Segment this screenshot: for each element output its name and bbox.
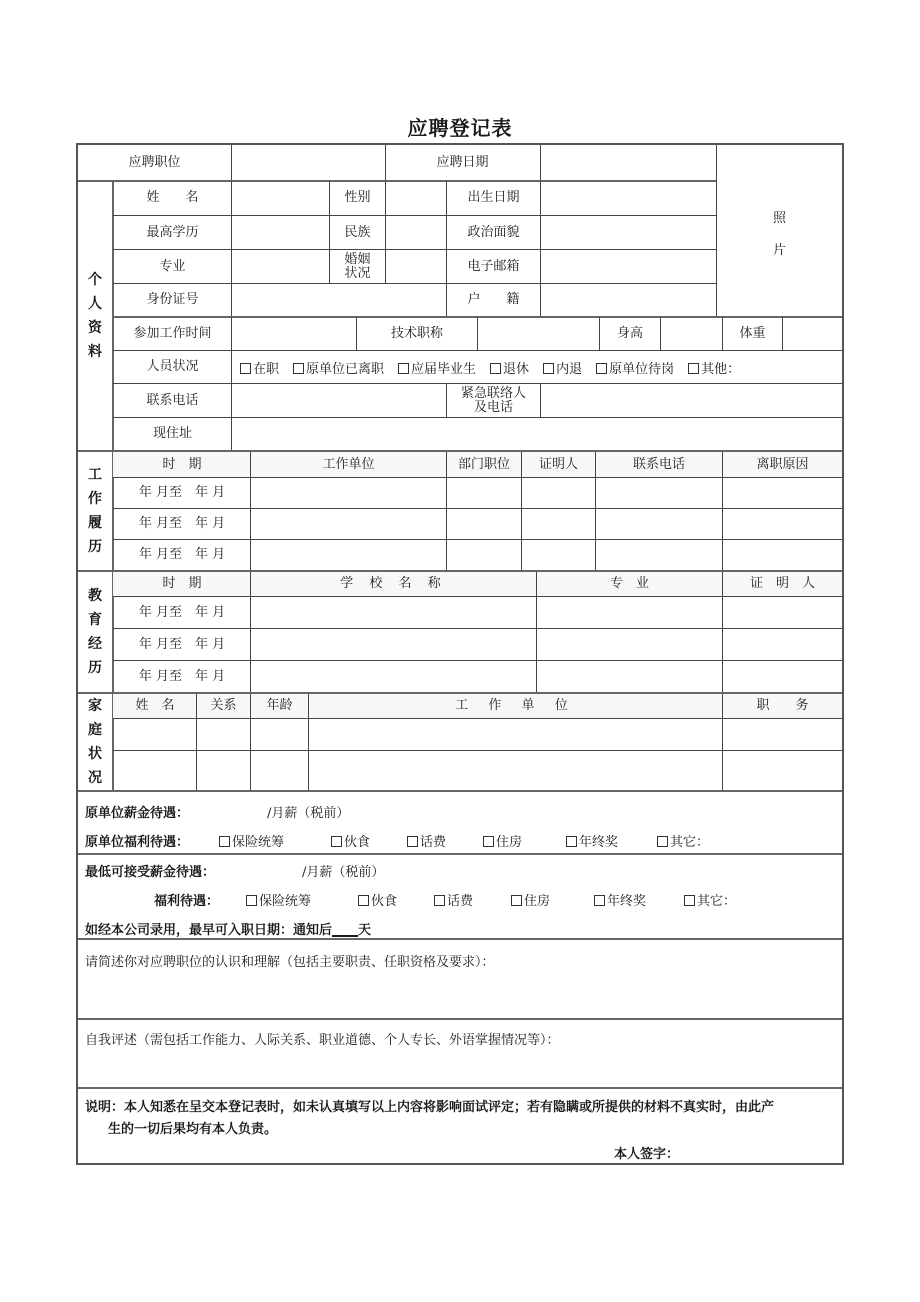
label-min-salary: 最低可接受薪金待遇： bbox=[85, 865, 216, 880]
label-prev-salary: 原单位薪金待遇： bbox=[85, 806, 190, 821]
checkbox-icon bbox=[490, 363, 501, 374]
prev-benefit-insurance[interactable]: 保险统筹 bbox=[219, 831, 284, 850]
input-emergency-contact[interactable] bbox=[541, 384, 842, 417]
label-email: 电子邮箱 bbox=[467, 258, 520, 274]
edu-row-period[interactable]: 年 月至 年 月 bbox=[138, 668, 226, 684]
label-political-status: 政治面貌 bbox=[467, 224, 520, 240]
checkbox-icon bbox=[543, 363, 554, 374]
status-option-left[interactable]: 原单位已离职 bbox=[293, 358, 384, 377]
checkbox-icon bbox=[407, 836, 418, 847]
input-education[interactable] bbox=[232, 216, 329, 249]
input-tech-title[interactable] bbox=[478, 317, 599, 350]
work-header-leave-reason: 离职原因 bbox=[756, 456, 809, 472]
input-name[interactable] bbox=[232, 181, 329, 215]
checkbox-icon bbox=[240, 363, 251, 374]
label-benefits: 福利待遇： bbox=[154, 894, 220, 909]
input-household[interactable] bbox=[541, 284, 716, 316]
label-ethnicity: 民族 bbox=[344, 224, 371, 240]
benefit-other[interactable]: 其它： bbox=[684, 890, 736, 909]
prev-benefit-bonus[interactable]: 年终奖 bbox=[566, 831, 618, 850]
signature-label: 本人签字： bbox=[614, 1147, 680, 1162]
checkbox-icon bbox=[657, 836, 668, 847]
label-education: 最高学历 bbox=[146, 224, 199, 240]
input-marital-status[interactable] bbox=[386, 250, 446, 283]
benefit-meals[interactable]: 伙食 bbox=[358, 890, 397, 909]
checkbox-icon bbox=[434, 895, 445, 906]
section-personal: 个 人 资 料 bbox=[88, 272, 102, 360]
benefit-insurance[interactable]: 保险统筹 bbox=[246, 890, 311, 909]
statement-line-1: 说明：本人知悉在呈交本登记表时，如未认真填写以上内容将影响面试评定；若有隐瞒或所提供的材料不真实时，由此产 bbox=[85, 1100, 775, 1115]
label-prev-benefits: 原单位福利待遇： bbox=[85, 835, 190, 850]
checkbox-icon bbox=[219, 836, 230, 847]
prev-benefit-meals[interactable]: 伙食 bbox=[331, 831, 370, 850]
self-eval-answer-area[interactable] bbox=[78, 1048, 842, 1086]
checkbox-icon bbox=[596, 363, 607, 374]
family-header-name: 姓 名 bbox=[135, 698, 175, 713]
input-position[interactable] bbox=[232, 145, 384, 180]
label-work-start: 参加工作时间 bbox=[133, 325, 212, 341]
input-address[interactable] bbox=[232, 418, 842, 450]
family-header-relation: 关系 bbox=[210, 698, 237, 713]
photo-area[interactable] bbox=[717, 145, 842, 316]
input-gender[interactable] bbox=[386, 181, 446, 215]
input-major[interactable] bbox=[232, 250, 329, 283]
benefit-bonus[interactable]: 年终奖 bbox=[594, 890, 646, 909]
edu-row-period[interactable]: 年 月至 年 月 bbox=[138, 604, 226, 620]
status-option-internal-retired[interactable]: 内退 bbox=[543, 358, 582, 377]
input-ethnicity[interactable] bbox=[386, 216, 446, 249]
min-salary-unit: /月薪（税前） bbox=[302, 865, 385, 880]
checkbox-icon bbox=[358, 895, 369, 906]
label-name: 姓 名 bbox=[146, 190, 199, 205]
checkbox-icon bbox=[293, 363, 304, 374]
form-title: 应聘登记表 bbox=[407, 116, 513, 140]
section-work-history: 工 作 履 历 bbox=[88, 467, 102, 555]
input-work-start[interactable] bbox=[232, 317, 356, 350]
work-row-period[interactable]: 年 月至 年 月 bbox=[138, 485, 226, 500]
family-header-employer: 工 作 单 位 bbox=[455, 698, 576, 713]
label-height: 身高 bbox=[616, 325, 643, 341]
understanding-answer-area[interactable] bbox=[78, 970, 842, 1017]
label-gender: 性别 bbox=[344, 190, 371, 205]
checkbox-icon bbox=[331, 836, 342, 847]
work-row-period[interactable]: 年 月至 年 月 bbox=[138, 516, 226, 531]
section-family: 家 庭 状 况 bbox=[88, 698, 102, 786]
label-tech-title: 技术职称 bbox=[390, 325, 443, 341]
prev-benefit-housing[interactable]: 住房 bbox=[483, 831, 522, 850]
family-header-position: 职 务 bbox=[756, 698, 809, 713]
photo-label-2: 片 bbox=[772, 243, 786, 258]
input-weight[interactable] bbox=[783, 317, 842, 350]
label-address: 现住址 bbox=[152, 426, 192, 441]
section-education: 教 育 经 历 bbox=[88, 588, 102, 676]
edu-row-period[interactable]: 年 月至 年 月 bbox=[138, 636, 226, 652]
edu-header-major: 专 业 bbox=[609, 576, 649, 591]
work-header-employer: 工作单位 bbox=[322, 456, 375, 472]
prev-benefit-other[interactable]: 其它： bbox=[657, 831, 709, 850]
prev-benefit-phone[interactable]: 话费 bbox=[407, 831, 446, 850]
checkbox-icon bbox=[688, 363, 699, 374]
input-birth-date[interactable] bbox=[541, 181, 716, 215]
status-option-graduate[interactable]: 应届毕业生 bbox=[398, 358, 476, 377]
work-header-department: 部门职位 bbox=[457, 456, 510, 472]
label-weight: 体重 bbox=[739, 325, 766, 341]
label-birth-date: 出生日期 bbox=[467, 190, 520, 205]
status-option-awaiting[interactable]: 原单位待岗 bbox=[596, 358, 674, 377]
start-date-statement: 如经本公司录用，最早可入职日期：通知后____天 bbox=[85, 923, 372, 938]
work-header-phone: 联系电话 bbox=[632, 456, 685, 472]
checkbox-icon bbox=[566, 836, 577, 847]
benefit-phone[interactable]: 话费 bbox=[434, 890, 473, 909]
input-apply-date[interactable] bbox=[541, 145, 716, 180]
input-political-status[interactable] bbox=[541, 216, 716, 249]
start-date-days-blank[interactable]: ____ bbox=[332, 923, 359, 938]
photo-label-1: 照 bbox=[772, 211, 786, 226]
self-eval-prompt: 自我评述（需包括工作能力、人际关系、职业道德、个人专长、外语掌握情况等）： bbox=[85, 1033, 560, 1048]
understanding-prompt: 请简述你对应聘职位的认识和理解（包括主要职责、任职资格及要求）： bbox=[85, 955, 495, 970]
signature-field[interactable] bbox=[682, 1138, 832, 1160]
family-row[interactable] bbox=[113, 751, 842, 790]
prev-salary-unit: /月薪（税前） bbox=[267, 806, 350, 821]
label-position: 应聘职位 bbox=[128, 154, 181, 170]
edu-header-reference: 证 明 人 bbox=[749, 576, 815, 591]
checkbox-icon bbox=[594, 895, 605, 906]
work-row-period[interactable]: 年 月至 年 月 bbox=[138, 547, 226, 562]
work-header-reference: 证明人 bbox=[538, 456, 578, 472]
family-row[interactable] bbox=[113, 719, 842, 750]
input-email[interactable] bbox=[541, 250, 716, 283]
checkbox-icon bbox=[511, 895, 522, 906]
input-phone[interactable] bbox=[232, 384, 446, 417]
personnel-status-options bbox=[240, 351, 840, 383]
status-option-other[interactable]: 其他： bbox=[688, 358, 740, 377]
statement-line-2: 生的一切后果均有本人负责。 bbox=[108, 1122, 278, 1137]
family-header-age: 年龄 bbox=[266, 698, 293, 713]
label-emergency-contact: 紧急联络人 及电话 bbox=[460, 385, 526, 415]
label-id-number: 身份证号 bbox=[146, 292, 199, 307]
label-marital-status: 婚姻 状况 bbox=[344, 251, 371, 281]
label-personnel-status: 人员状况 bbox=[146, 359, 199, 374]
label-household: 户 籍 bbox=[467, 292, 520, 307]
checkbox-icon bbox=[684, 895, 695, 906]
status-option-employed[interactable]: 在职 bbox=[240, 358, 279, 377]
checkbox-icon bbox=[246, 895, 257, 906]
edu-header-school: 学 校 名 称 bbox=[340, 576, 447, 591]
work-header-period: 时 期 bbox=[162, 456, 202, 472]
edu-header-period: 时 期 bbox=[162, 576, 202, 591]
checkbox-icon bbox=[483, 836, 494, 847]
status-option-retired[interactable]: 退休 bbox=[490, 358, 529, 377]
label-major: 专业 bbox=[159, 258, 186, 274]
input-height[interactable] bbox=[661, 317, 722, 350]
label-apply-date: 应聘日期 bbox=[436, 154, 489, 170]
benefit-housing[interactable]: 住房 bbox=[511, 890, 550, 909]
checkbox-icon bbox=[398, 363, 409, 374]
label-phone: 联系电话 bbox=[146, 392, 199, 408]
input-id-number[interactable] bbox=[232, 284, 446, 316]
